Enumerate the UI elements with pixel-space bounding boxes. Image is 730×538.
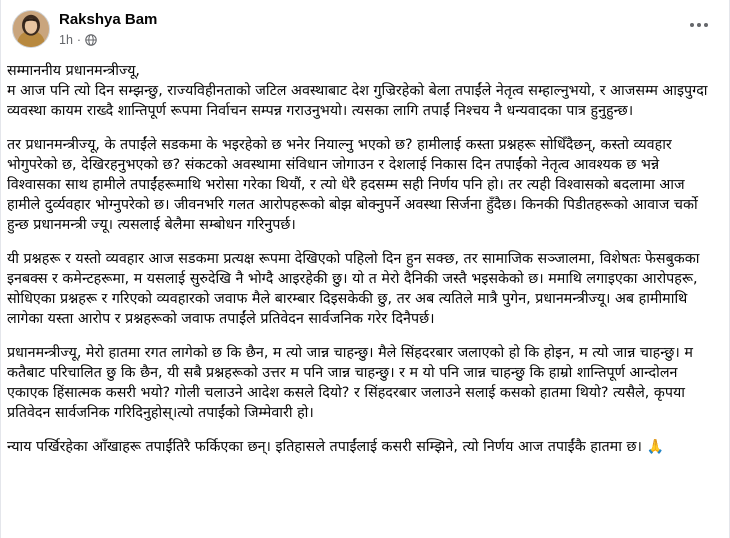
pray-emoji-icon: 🙏	[646, 439, 664, 455]
post-time[interactable]: 1h	[59, 33, 73, 47]
more-dot-icon	[704, 23, 708, 27]
post-closing-text: न्याय पर्खिरहेका आँखाहरू तपाईंतिरै फर्किएका छन्। इतिहासले तपाईंलाई कसरी सम्झिने, त्यो निर्णय आज तपाईंकै हातमा छ।	[7, 439, 642, 455]
post-paragraph: तर प्रधानमन्त्रीज्यू, के तपाईंले सडकमा के भइरहेको छ भनेर नियाल्नु भएको छ? हामीलाई कस्ता प्रश्नहरू सोधिँदैछन्, कस्तो व्यवहार भोगुपरेको छ, देखिरहनुभएको छ? संकटको अवस्थामा संविधान जोगाउन र देशलाई निकास दिन तपाईंको नेतृत्व आवश्यक छ भन्ने विश्वासका साथ हामीले तपाईंहरूमाथि भरोसा गरेका थियौं, र त्यो धेरै हदसम्म सही निर्णय पनि हो। तर त्यही विश्वासको बदलामा आज हामीले दुर्व्यवहार भोग्नुपरेको छ। जीवनभरि गलत आरोपहरूको बोझ बोक्नुपर्ने अवस्था सिर्जना हुँदैछ। किनकी पिडीतहरूको आवाज चर्को हुन्छ प्रधानमन्त्री ज्यू। त्यसलाई बेलैमा सम्बोधन गरिनुपर्छ।	[7, 137, 698, 233]
post-paragraph: म आज पनि त्यो दिन सम्झन्छु, राज्यविहीनताको जटिल अवस्थाबाट देश गुज्रिरहेको बेला तपाईंले नेतृत्व सम्हाल्नुभयो, र आजसम्म आइपुग्दा व्यवस्था कायम राख्दै शान्तिपूर्ण रूपमा निर्वाचन सम्पन्न गराउनुभयो। त्यसका लागि तपाईं निश्चय नै धन्यवादका पात्र हुनुहुन्छ।	[7, 83, 708, 119]
post-salutation: सम्माननीय प्रधानमन्त्रीज्यू,	[7, 63, 140, 79]
meta-separator: ·	[76, 33, 82, 47]
avatar[interactable]	[12, 10, 50, 48]
avatar-photo	[13, 11, 49, 47]
more-dot-icon	[697, 23, 701, 27]
post-header	[1, 0, 729, 58]
more-options-button[interactable]	[683, 9, 715, 41]
globe-icon[interactable]	[85, 34, 97, 46]
more-dot-icon	[690, 23, 694, 27]
author-name[interactable]: Rakshya Bam	[59, 11, 158, 28]
post-paragraph: यी प्रश्नहरू र यस्तो व्यवहार आज सडकमा प्रत्यक्ष रूपमा देखिएको पहिलो दिन हुन सक्छ, तर सामाजिक सञ्जालमा, विशेषतः फेसबुकका इनबक्स र कमेन्टहरूमा, म यसलाई सुरुदेखि नै भोग्दै आइरहेकी छु। यो त मेरो दैनिकी जस्तै भइसकेको छ। ममाथि लगाइएका आरोपहरू, सोधिएका प्रश्नहरू र गरिएको व्यवहारको जवाफ मैले बारम्बार दिइसकेकी छु, तर अब त्यतिले मात्रै पुगेन, प्रधानमन्त्रीज्यू। अब हामीमाथि लागेका यस्ता आरोप र प्रश्नहरूको जवाफ तपाईंले प्रतिवेदन सार्वजनिक गरेर दिनैपर्छ।	[7, 251, 700, 327]
post-paragraph: प्रधानमन्त्रीज्यू, मेरो हातमा रगत लागेको छ कि छैन, म त्यो जान्न चाहन्छु। मैले सिंहदरबार जलाएको हो कि होइन, म त्यो जान्न चाहन्छु। म कतैबाट परिचालित छु कि छैन, यी सबै प्रश्नहरूको उत्तर म पनि जान्न चाहन्छु। र म यो पनि जान्न चाहन्छु कि हाम्रो शान्तिपूर्ण आन्दोलन एकाएक हिंसात्मक कसरी भयो? गोली चलाउने आदेश कसले दियो? र सिंहदरबार जलाउने सलाई कसको हातमा थियो? त्यसैले, कृपया प्रतिवेदन सार्वजनिक गरिदिनुहोस्।त्यो तपाईंको जिम्मेवारी हो।	[7, 345, 693, 421]
post-body	[7, 61, 715, 471]
post-meta	[59, 33, 97, 47]
post-paragraph-closing	[7, 437, 715, 457]
